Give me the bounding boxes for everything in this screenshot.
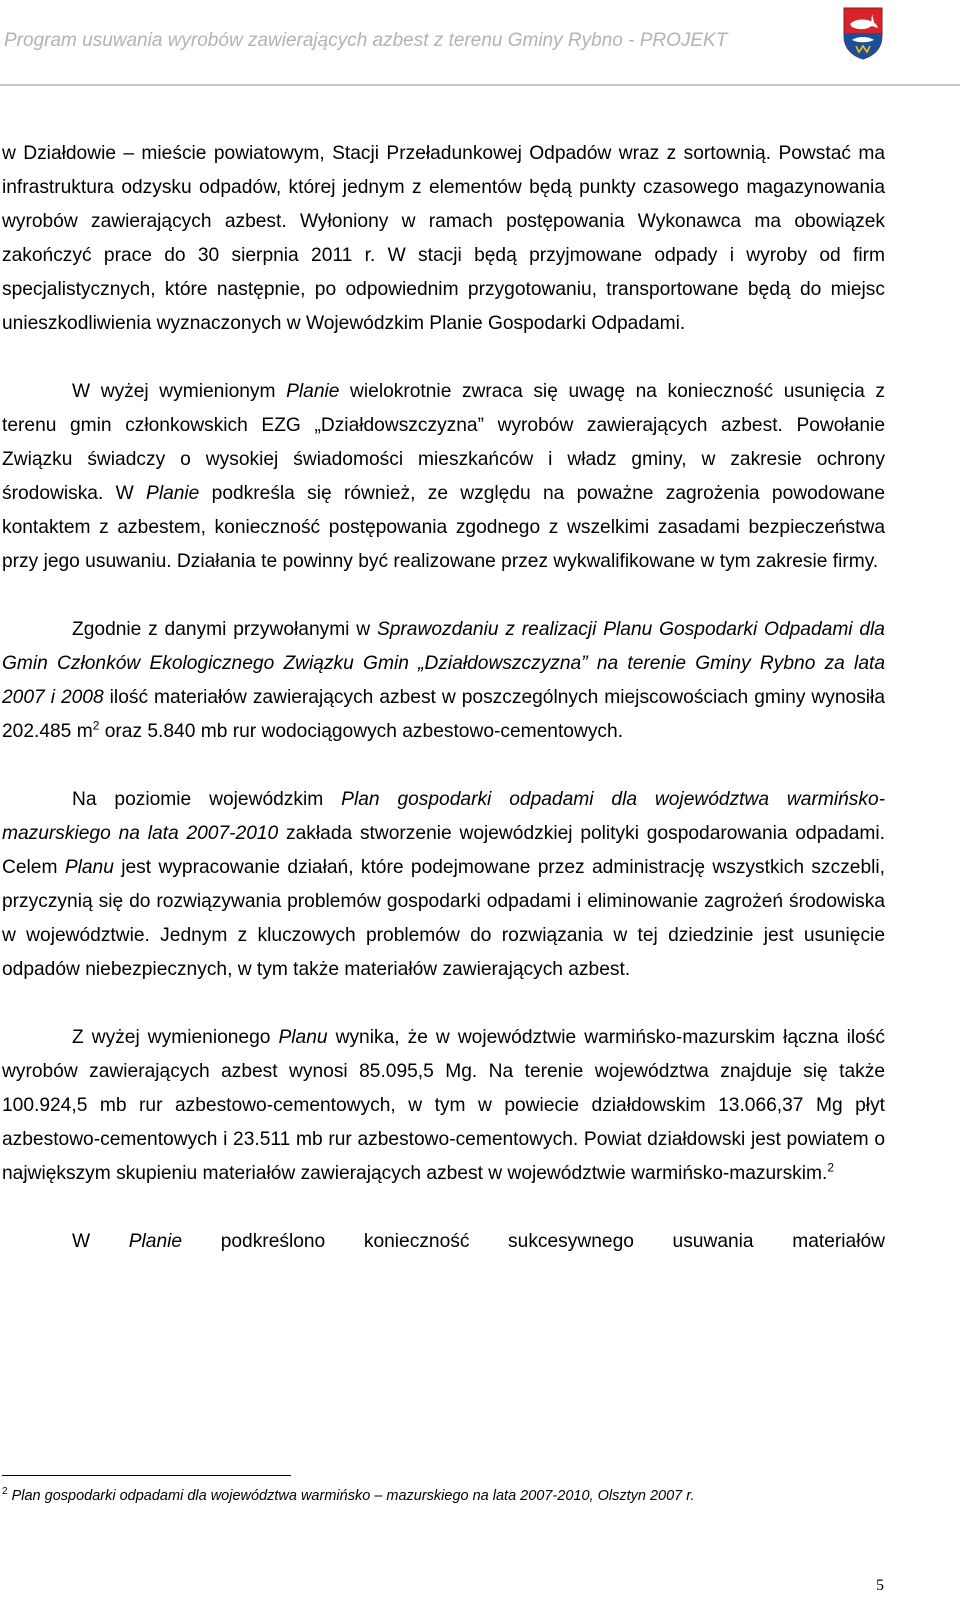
- italic-text: Plan gospodarki odpadami dla województwa warmińsko-mazurskiego na lata 2007-2010: [2, 789, 886, 844]
- italic-text: Planie: [286, 381, 340, 402]
- text-run: zakłada stworzenie wojewódzkiej polityki gospodarowania odpadami. Celem: [2, 823, 885, 878]
- paragraph: [2, 1021, 885, 1191]
- superscript: 2: [92, 718, 100, 733]
- footnote-separator: [2, 1475, 291, 1476]
- text-run: podkreśla się również, ze względu na poważne zagrożenia powodowane kontaktem z azbestem, konieczność postępowania zgodnego z wszelkimi zasadami bezpieczeństwa przy jego usuwaniu. Działania te powinny być realizowane przez wykwalifikowane w tym zakresie firmy.: [2, 483, 885, 572]
- text-run: wynika, że w województwie warmińsko-mazurskim łączna ilość wyrobów zawierających azbest wynosi 85.095,5 Mg. Na terenie województwa znajduje się także 100.924,5 mb rur azbestowo-cementowych, w tym w powiecie działdowskim 13.066,37 Mg płyt azbestowo-cementowych i 23.511 mb rur azbestowo-cementowych. Powiat działdowski jest powiatem o największym skupieniu materiałów zawierających azbest w województwie warmińsko-mazurskim.: [2, 1027, 885, 1184]
- text-run: oraz 5.840 mb rur wodociągowych azbestowo-cementowych.: [99, 721, 624, 742]
- paragraph: [2, 1225, 885, 1259]
- text-run: wielokrotnie zwraca się uwagę na konieczność usunięcia z terenu gmin członkowskich EZG „Działdowszczyzna” wyrobów zawierających azbest. Powołanie Związku świadczy o wysokiej świadomości mieszkańców i władz gminy, w zakresie ochrony środowiska. W: [2, 381, 885, 504]
- header-rule: [0, 84, 960, 86]
- text-run: W wyżej wymienionym: [72, 381, 287, 402]
- paragraph: [2, 613, 885, 749]
- italic-text: Planu: [64, 857, 114, 878]
- coat-of-arms-icon: [842, 6, 884, 60]
- text-run: jest wypracowanie działań, które podejmowane przez administrację wszystkich szczebli, przyczynią się do rozwiązywania problemów gospodarki odpadami i eliminowanie zagrożeń środowiska w województwie. Jednym z kluczowych problemów do rozwiązania w tej dziedzinie jest usunięcie odpadów niebezpiecznych, w tym także materiałów zawierających azbest.: [2, 857, 885, 980]
- text-run: Zgodnie z danymi przywołanymi w: [72, 619, 377, 640]
- paragraph: [2, 375, 885, 579]
- text-run: w Działdowie – mieście powiatowym, Stacji Przeładunkowej Odpadów wraz z sortownią. Powstać ma infrastruktura odzysku odpadów, której jednym z elementów będą punkty czasowego magazynowania wyrobów zawierających azbest. Wyłoniony w ramach postępowania Wykonawca ma obowiązek zakończyć prace do 30 sierpnia 2011 r. W stacji będą przyjmowane odpady i wyroby od firm specjalistycznych, które następnie, po odpowiednim przygotowaniu, transportowane będą do miejsc unieszkodliwienia wyznaczonych w Wojewódzkim Planie Gospodarki Odpadami.: [2, 143, 885, 334]
- text-run: Z wyżej wymienionego: [72, 1027, 279, 1048]
- italic-text: Planie: [128, 1231, 183, 1252]
- paragraph: [2, 783, 885, 987]
- page-number: 5: [876, 1577, 884, 1594]
- italic-text: Planie: [146, 483, 200, 504]
- footnote: [2, 1486, 902, 1506]
- superscript: 2: [827, 1160, 835, 1175]
- text-run: podkreślono konieczność sukcesywnego usuwania materiałów: [182, 1231, 885, 1252]
- italic-text: Planu: [278, 1027, 328, 1048]
- text-run: Na poziomie wojewódzkim: [72, 789, 342, 810]
- footnote-marker: 2: [2, 1486, 8, 1498]
- text-run: ilość materiałów zawierających azbest w poszczególnych miejscowościach gminy wynosiła 202.485 m: [2, 687, 885, 742]
- document-body: [2, 137, 885, 1259]
- footnote-text: Plan gospodarki odpadami dla województwa warmińsko – mazurskiego na lata 2007-2010, Olsztyn 2007 r.: [11, 1488, 695, 1504]
- italic-text: Sprawozdaniu z realizacji Planu Gospodarki Odpadami dla Gmin Członków Ekologicznego Związku Gmin „Działdowszczyzna” na terenie Gminy Rybno za lata 2007 i 2008: [2, 619, 885, 708]
- page-header: [0, 0, 960, 86]
- paragraph: [2, 137, 885, 341]
- text-run: W: [72, 1231, 129, 1252]
- header-title: Program usuwania wyrobów zawierających azbest z terenu Gminy Rybno - PROJEKT: [4, 30, 728, 51]
